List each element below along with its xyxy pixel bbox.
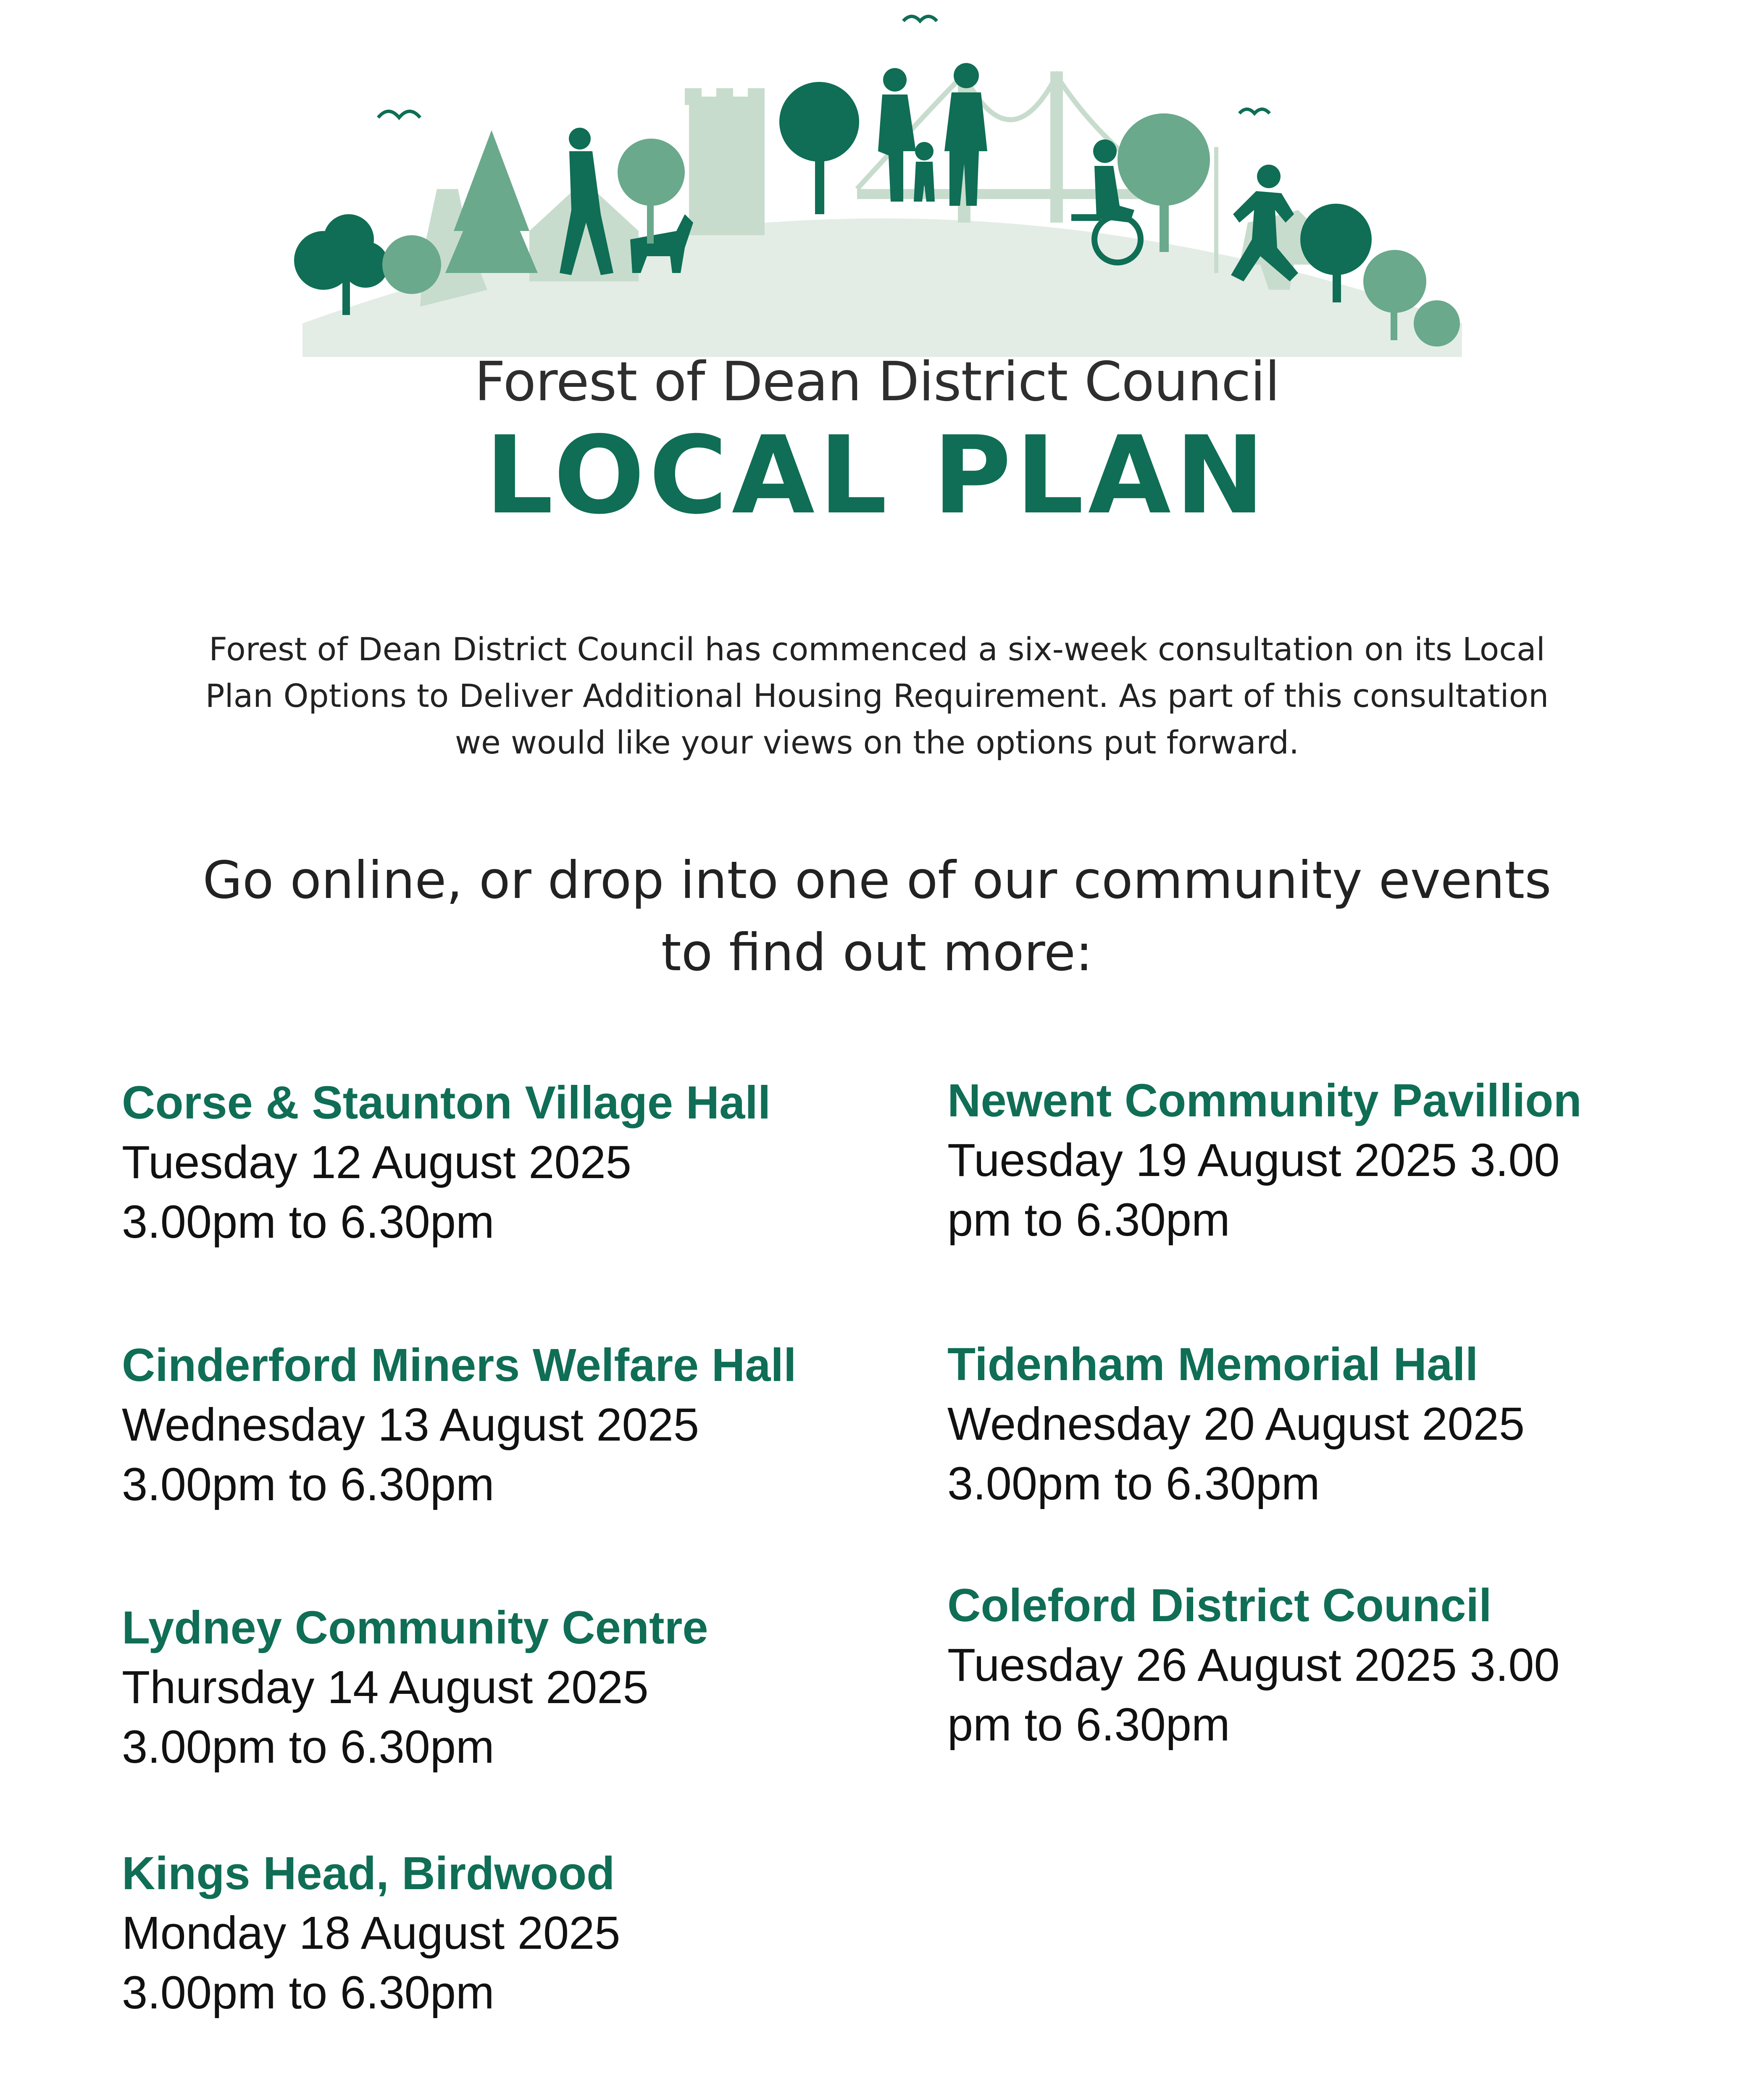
event-corse-staunton xyxy=(122,1073,920,1252)
intro-line: Plan Options to Deliver Additional Housing Requirement. As part of this consultation xyxy=(205,677,1549,714)
event-tidenham xyxy=(947,1335,1746,1514)
event-kings-head xyxy=(122,1844,920,2023)
page-title: LOCAL PLAN xyxy=(485,413,1269,538)
event-date: Tuesday 12 August 2025 xyxy=(122,1137,631,1188)
event-venue: Corse & Staunton Village Hall xyxy=(122,1077,771,1129)
event-date: Monday 18 August 2025 xyxy=(122,1907,621,1959)
event-time: 3.00pm to 6.30pm xyxy=(122,1721,494,1773)
event-cinderford xyxy=(122,1336,920,1515)
event-time: 3.00pm to 6.30pm xyxy=(122,1196,494,1248)
intro-line: Forest of Dean District Council has commenced a six-week consultation on its Local xyxy=(209,630,1545,668)
cta-line: Go online, or drop into one of our community events xyxy=(202,850,1552,910)
event-venue: Kings Head, Birdwood xyxy=(122,1848,615,1899)
event-venue: Newent Community Pavillion xyxy=(947,1075,1582,1126)
event-date: Wednesday 20 August 2025 xyxy=(947,1398,1525,1450)
event-time: pm to 6.30pm xyxy=(947,1699,1230,1751)
council-name: Forest of Dean District Council xyxy=(474,351,1280,413)
event-time: 3.00pm to 6.30pm xyxy=(122,1967,494,2019)
event-venue: Coleford District Council xyxy=(947,1580,1492,1631)
cta-line: to find out more: xyxy=(661,923,1093,982)
event-date: Thursday 14 August 2025 xyxy=(122,1662,649,1713)
call-to-action xyxy=(84,844,1670,989)
intro-line: we would like your views on the options put forward. xyxy=(455,724,1299,761)
event-newent xyxy=(947,1071,1746,1250)
event-venue: Cinderford Miners Welfare Hall xyxy=(122,1339,797,1391)
event-coleford xyxy=(947,1576,1746,1755)
event-time: 3.00pm to 6.30pm xyxy=(947,1458,1320,1509)
event-date: Tuesday 19 August 2025 3.00 xyxy=(947,1134,1560,1186)
intro-paragraph xyxy=(113,626,1641,766)
event-venue: Tidenham Memorial Hall xyxy=(947,1339,1478,1390)
event-time: pm to 6.30pm xyxy=(947,1194,1230,1246)
event-lydney xyxy=(122,1598,920,1777)
event-date: Tuesday 26 August 2025 3.00 xyxy=(947,1639,1560,1691)
event-venue: Lydney Community Centre xyxy=(122,1602,708,1654)
event-date: Wednesday 13 August 2025 xyxy=(122,1399,699,1451)
event-time: 3.00pm to 6.30pm xyxy=(122,1459,494,1510)
